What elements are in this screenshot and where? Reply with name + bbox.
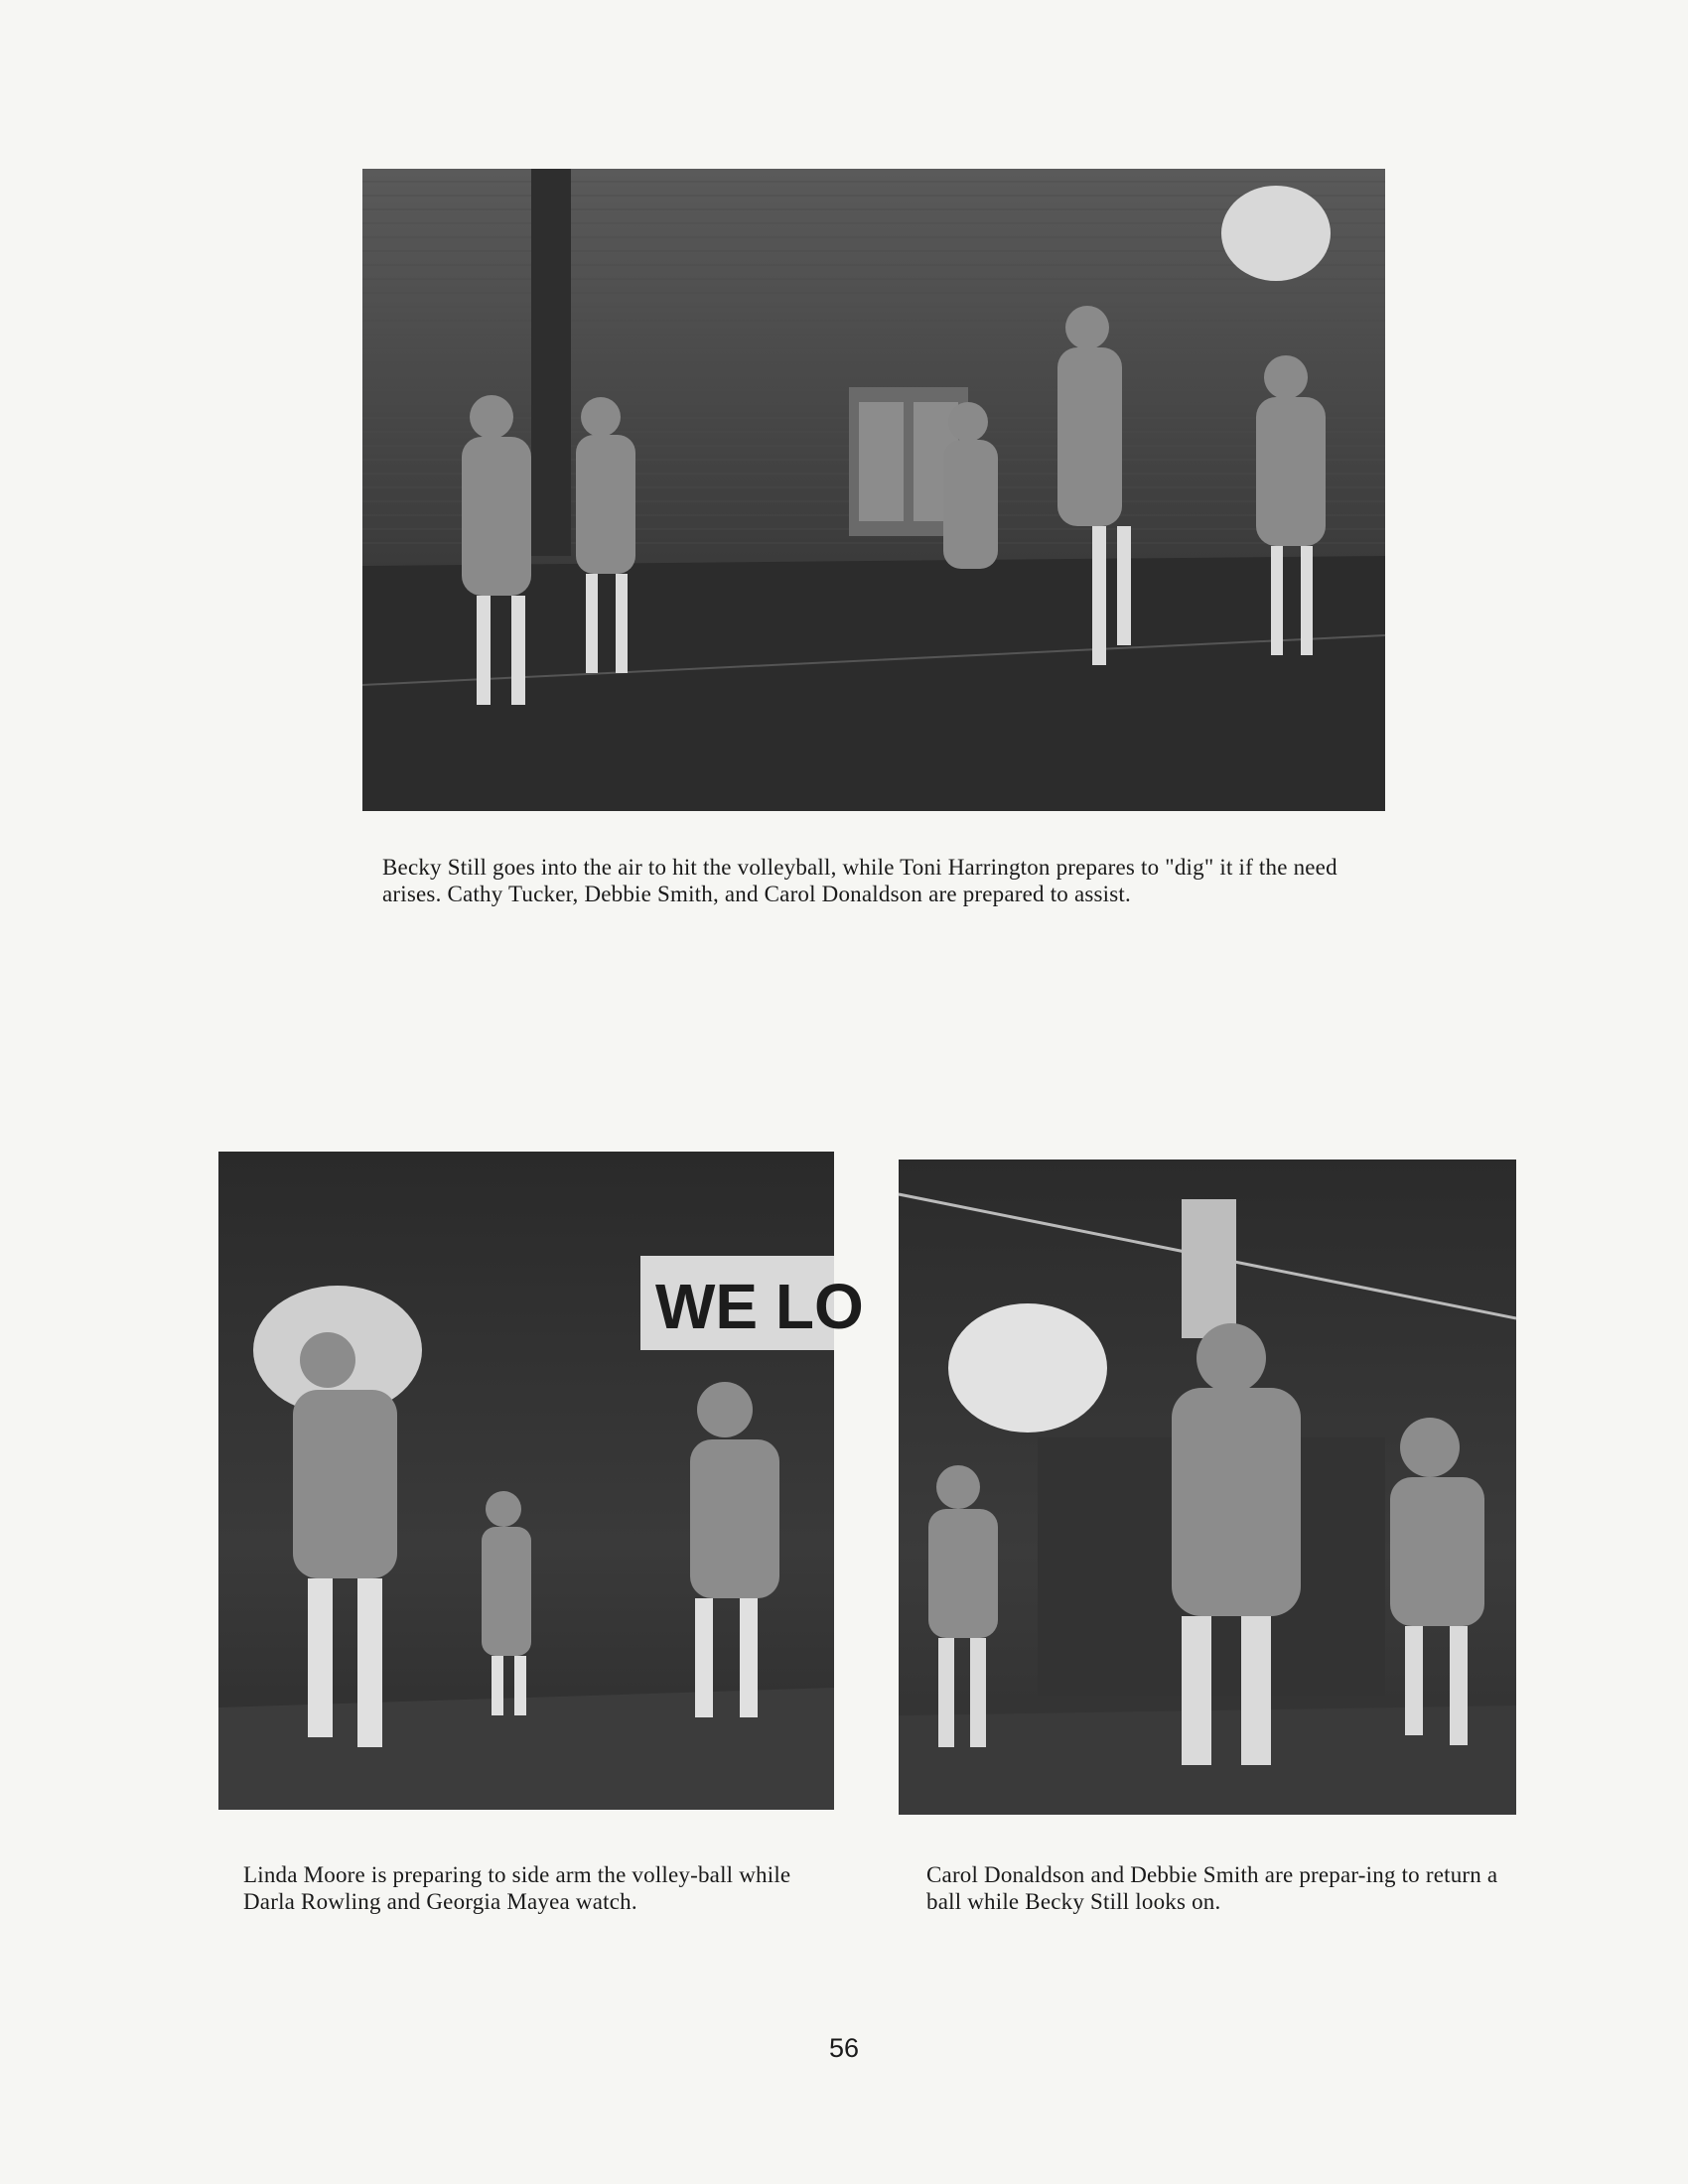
banner-text: WE LO (655, 1271, 864, 1342)
top-photo (362, 169, 1385, 811)
bottom-right-photo-caption: Carol Donaldson and Debbie Smith are prepar-ing to return a ball while Becky Still looks on. (926, 1862, 1498, 1914)
top-photo-image (362, 169, 1385, 811)
bottom-right-photo (899, 1160, 1516, 1815)
bottom-left-photo-caption: Linda Moore is preparing to side arm the volley-ball while Darla Rowling and Georgia Mayea watch. (243, 1862, 791, 1914)
top-photo-caption: Becky Still goes into the air to hit the volleyball, while Toni Harrington prepares to "dig" it if the need arises. Cathy Tucker, Debbie Smith, and Carol Donaldson are prepared to assist. (382, 855, 1337, 906)
bottom-left-photo-image (218, 1152, 864, 1810)
bottom-right-photo-image (899, 1160, 1516, 1815)
page-number: 56 (828, 2033, 860, 2063)
bottom-left-photo (218, 1152, 864, 1810)
